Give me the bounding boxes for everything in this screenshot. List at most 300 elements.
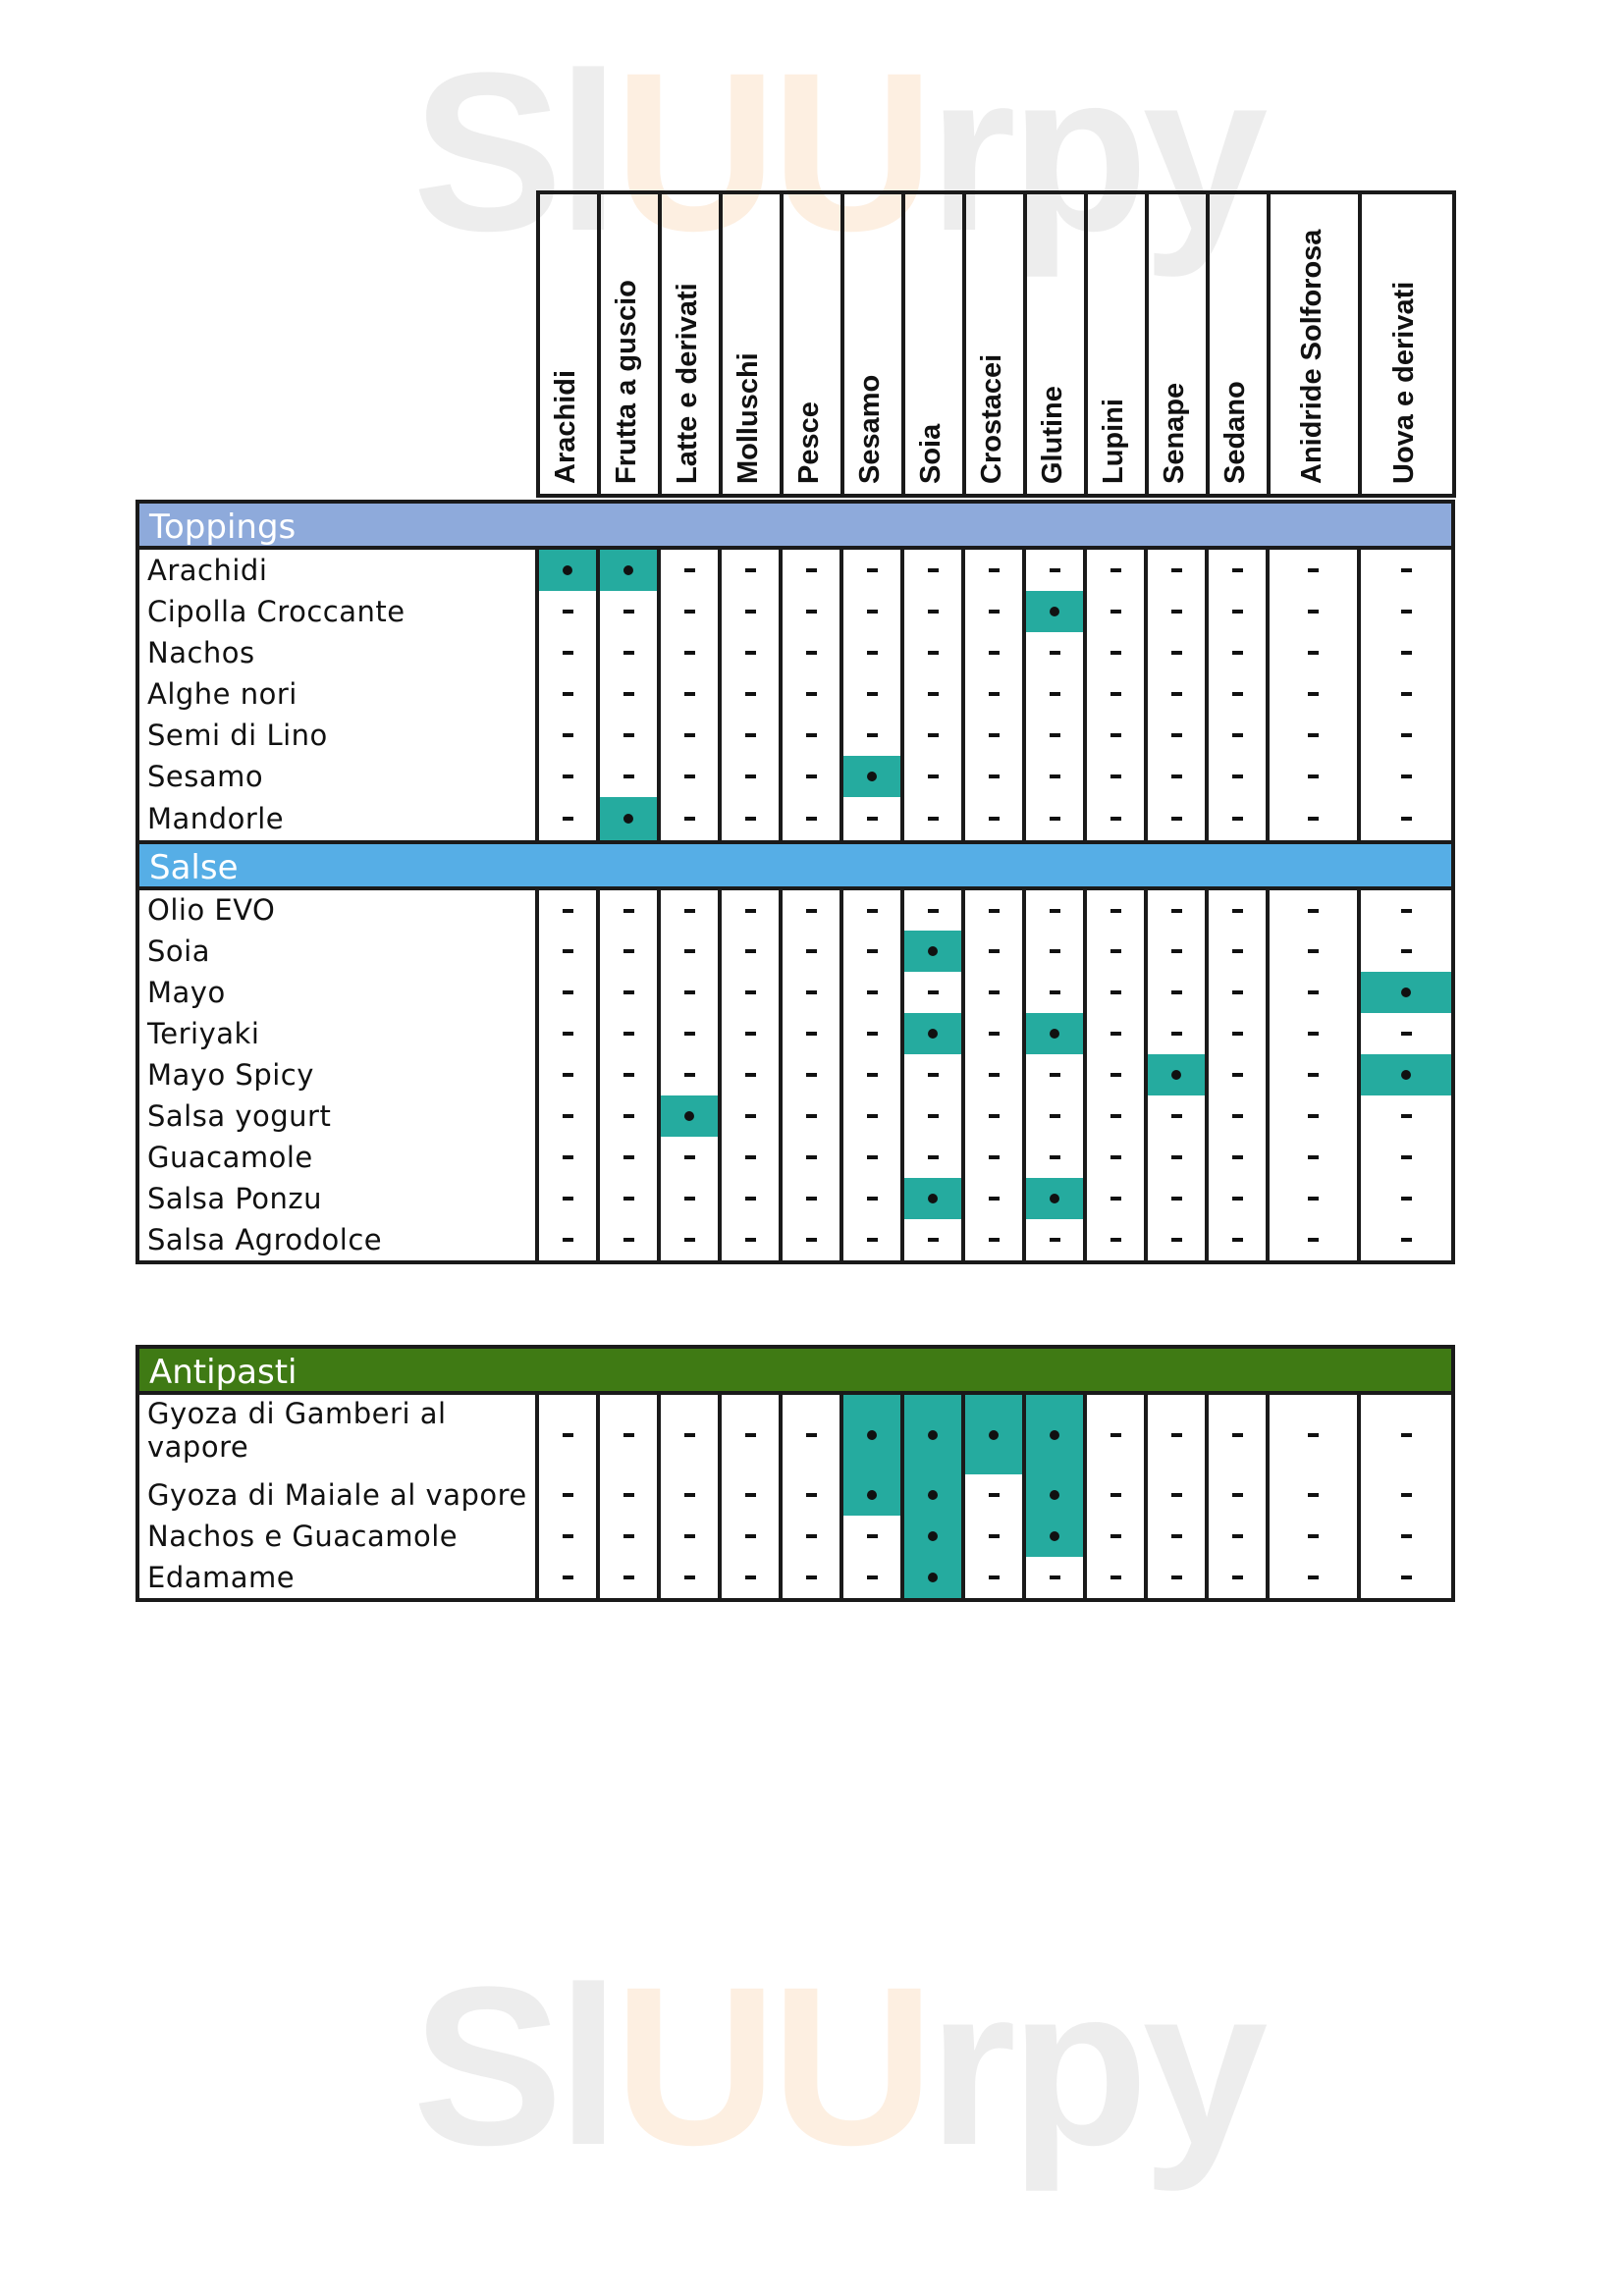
allergen-absent-cell [1270, 1178, 1357, 1219]
allergen-absent-cell [661, 1013, 718, 1054]
absent-dash-icon [623, 692, 634, 696]
allergen-absent-cell [722, 1395, 779, 1474]
dish-name: Arachidi [147, 554, 268, 587]
allergen-absent-cell [600, 972, 657, 1013]
allergen-label: Crostacei [976, 353, 1007, 484]
allergen-absent-cell [722, 1137, 779, 1178]
absent-dash-icon [1308, 1114, 1319, 1118]
absent-dash-icon [684, 733, 695, 737]
allergen-absent-cell [1209, 550, 1266, 591]
allergen-absent-cell [539, 1013, 596, 1054]
allergen-absent-cell [1270, 673, 1357, 715]
allergen-absent-cell [1026, 1219, 1083, 1260]
absent-dash-icon [1171, 1238, 1182, 1242]
present-dot-icon [989, 1430, 999, 1440]
absent-dash-icon [989, 1073, 1000, 1077]
allergen-absent-cell [539, 1095, 596, 1137]
allergen-absent-cell [783, 1178, 839, 1219]
present-dot-icon [1171, 1070, 1181, 1080]
absent-dash-icon [1401, 692, 1412, 696]
dish-name: Cipolla Croccante [147, 595, 406, 628]
allergen-present-cell [1026, 1516, 1083, 1557]
absent-dash-icon [1171, 1534, 1182, 1538]
allergen-present-cell [904, 1178, 961, 1219]
allergen-column-header [1210, 194, 1271, 494]
allergen-column [1148, 1395, 1209, 1598]
absent-dash-icon [623, 1032, 634, 1036]
allergen-absent-cell [965, 1095, 1022, 1137]
absent-dash-icon [684, 817, 695, 821]
absent-dash-icon [867, 1032, 878, 1036]
allergen-absent-cell [1087, 673, 1144, 715]
allergen-absent-cell [1026, 1557, 1083, 1598]
allergen-column [1209, 550, 1270, 840]
absent-dash-icon [1308, 1073, 1319, 1077]
absent-dash-icon [989, 1493, 1000, 1497]
allergen-present-cell [1026, 1178, 1083, 1219]
allergen-absent-cell [904, 1137, 961, 1178]
allergen-absent-cell [722, 931, 779, 972]
absent-dash-icon [684, 610, 695, 614]
allergen-absent-cell [539, 591, 596, 632]
absent-dash-icon [1401, 1238, 1412, 1242]
allergen-absent-cell [1361, 1557, 1451, 1598]
allergen-column-header [1027, 194, 1088, 494]
absent-dash-icon [806, 568, 817, 572]
absent-dash-icon [806, 1155, 817, 1159]
absent-dash-icon [563, 1493, 573, 1497]
allergen-absent-cell [1361, 673, 1451, 715]
allergen-present-cell [1361, 972, 1451, 1013]
absent-dash-icon [1401, 1114, 1412, 1118]
absent-dash-icon [1401, 610, 1412, 614]
absent-dash-icon [1232, 610, 1243, 614]
allergen-absent-cell [783, 972, 839, 1013]
absent-dash-icon [806, 1114, 817, 1118]
allergen-present-cell [843, 1395, 900, 1474]
absent-dash-icon [1232, 909, 1243, 913]
allergen-column [1209, 1395, 1270, 1598]
absent-dash-icon [1171, 1433, 1182, 1437]
allergen-absent-cell [1209, 715, 1266, 756]
allergen-absent-cell [1270, 1395, 1357, 1474]
dish-name: Salsa Agrodolce [147, 1223, 383, 1256]
allergen-label: Molluschi [732, 352, 764, 484]
absent-dash-icon [1232, 733, 1243, 737]
present-dot-icon [867, 1490, 877, 1500]
absent-dash-icon [563, 651, 573, 655]
absent-dash-icon [1050, 909, 1060, 913]
absent-dash-icon [684, 651, 695, 655]
allergen-absent-cell [904, 1095, 961, 1137]
allergen-label: Senape [1159, 382, 1190, 484]
absent-dash-icon [684, 1073, 695, 1077]
allergen-absent-cell [1148, 1137, 1205, 1178]
allergen-absent-cell [1209, 673, 1266, 715]
allergen-present-cell [843, 756, 900, 797]
allergen-absent-cell [783, 1219, 839, 1260]
allergen-absent-cell [600, 1516, 657, 1557]
section-salse [135, 840, 1455, 1264]
watermark-top: SlUUrpy [412, 26, 1263, 278]
absent-dash-icon [928, 568, 939, 572]
allergen-absent-cell [600, 931, 657, 972]
present-dot-icon [928, 1430, 938, 1440]
absent-dash-icon [1171, 909, 1182, 913]
absent-dash-icon [684, 1197, 695, 1201]
allergen-absent-cell [965, 890, 1022, 931]
present-dot-icon [684, 1111, 694, 1121]
absent-dash-icon [1232, 1197, 1243, 1201]
allergen-absent-cell [539, 756, 596, 797]
absent-dash-icon [1171, 1155, 1182, 1159]
absent-dash-icon [1050, 1114, 1060, 1118]
absent-dash-icon [1110, 1493, 1121, 1497]
absent-dash-icon [989, 692, 1000, 696]
absent-dash-icon [1401, 651, 1412, 655]
absent-dash-icon [806, 990, 817, 994]
absent-dash-icon [989, 1032, 1000, 1036]
allergen-absent-cell [904, 550, 961, 591]
absent-dash-icon [989, 949, 1000, 953]
allergen-absent-cell [600, 1557, 657, 1598]
allergen-absent-cell [904, 797, 961, 840]
allergen-absent-cell [1361, 632, 1451, 673]
allergen-absent-cell [1087, 797, 1144, 840]
absent-dash-icon [745, 1433, 756, 1437]
allergen-absent-cell [1209, 591, 1266, 632]
allergen-absent-cell [783, 715, 839, 756]
allergen-absent-cell [1270, 797, 1357, 840]
absent-dash-icon [563, 733, 573, 737]
dish-name: Soia [147, 934, 210, 968]
absent-dash-icon [623, 1155, 634, 1159]
absent-dash-icon [684, 568, 695, 572]
absent-dash-icon [623, 1493, 634, 1497]
allergen-column [904, 890, 965, 1260]
allergen-column-header [601, 194, 662, 494]
allergen-absent-cell [1148, 1178, 1205, 1219]
absent-dash-icon [623, 610, 634, 614]
dish-name: Alghe nori [147, 677, 298, 711]
allergen-absent-cell [783, 591, 839, 632]
absent-dash-icon [1232, 651, 1243, 655]
absent-dash-icon [1232, 817, 1243, 821]
allergen-absent-cell [661, 972, 718, 1013]
allergen-absent-cell [539, 972, 596, 1013]
allergen-present-cell [904, 931, 961, 972]
allergen-absent-cell [965, 1516, 1022, 1557]
allergen-label: Pesce [793, 401, 825, 484]
allergen-absent-cell [1148, 1395, 1205, 1474]
absent-dash-icon [1171, 733, 1182, 737]
allergen-absent-cell [539, 1474, 596, 1516]
absent-dash-icon [928, 909, 939, 913]
allergen-absent-cell [1026, 756, 1083, 797]
absent-dash-icon [989, 1238, 1000, 1242]
allergen-absent-cell [965, 673, 1022, 715]
allergen-absent-cell [1087, 1557, 1144, 1598]
absent-dash-icon [1050, 651, 1060, 655]
allergen-absent-cell [1361, 715, 1451, 756]
allergen-absent-cell [1270, 931, 1357, 972]
allergen-column [1361, 550, 1451, 840]
absent-dash-icon [867, 1197, 878, 1201]
absent-dash-icon [989, 1114, 1000, 1118]
absent-dash-icon [806, 1032, 817, 1036]
allergen-absent-cell [661, 756, 718, 797]
absent-dash-icon [867, 733, 878, 737]
absent-dash-icon [623, 990, 634, 994]
allergen-absent-cell [722, 1557, 779, 1598]
absent-dash-icon [806, 1493, 817, 1497]
absent-dash-icon [1232, 1238, 1243, 1242]
absent-dash-icon [928, 817, 939, 821]
absent-dash-icon [1171, 774, 1182, 778]
absent-dash-icon [745, 909, 756, 913]
allergen-column [1087, 1395, 1148, 1598]
allergen-absent-cell [1148, 931, 1205, 972]
absent-dash-icon [806, 909, 817, 913]
allergen-absent-cell [722, 550, 779, 591]
absent-dash-icon [1171, 610, 1182, 614]
allergen-absent-cell [1361, 1516, 1451, 1557]
allergen-absent-cell [1209, 1137, 1266, 1178]
allergen-absent-cell [783, 673, 839, 715]
present-dot-icon [928, 1029, 938, 1039]
absent-dash-icon [563, 1575, 573, 1579]
allergen-absent-cell [1270, 972, 1357, 1013]
allergen-label: Soia [915, 423, 947, 484]
allergen-absent-cell [783, 756, 839, 797]
allergen-absent-cell [539, 1516, 596, 1557]
allergen-absent-cell [843, 1013, 900, 1054]
allergen-absent-cell [1361, 1219, 1451, 1260]
absent-dash-icon [1401, 1197, 1412, 1201]
absent-dash-icon [1050, 568, 1060, 572]
absent-dash-icon [1308, 1534, 1319, 1538]
absent-dash-icon [623, 774, 634, 778]
absent-dash-icon [1308, 1433, 1319, 1437]
allergen-absent-cell [539, 1178, 596, 1219]
allergen-absent-cell [539, 632, 596, 673]
absent-dash-icon [1308, 990, 1319, 994]
allergen-absent-cell [1148, 1013, 1205, 1054]
allergen-absent-cell [1148, 550, 1205, 591]
allergen-absent-cell [600, 1054, 657, 1095]
allergen-absent-cell [783, 1095, 839, 1137]
allergen-absent-cell [1087, 972, 1144, 1013]
absent-dash-icon [684, 949, 695, 953]
allergen-absent-cell [661, 1395, 718, 1474]
allergen-column [722, 890, 783, 1260]
absent-dash-icon [623, 909, 634, 913]
allergen-absent-cell [600, 1395, 657, 1474]
absent-dash-icon [928, 1073, 939, 1077]
absent-dash-icon [1110, 651, 1121, 655]
absent-dash-icon [806, 1073, 817, 1077]
allergen-absent-cell [1148, 1095, 1205, 1137]
absent-dash-icon [1232, 1575, 1243, 1579]
allergen-column [1087, 550, 1148, 840]
present-dot-icon [1050, 1029, 1059, 1039]
allergen-absent-cell [843, 1178, 900, 1219]
absent-dash-icon [1110, 774, 1121, 778]
allergen-absent-cell [1026, 1095, 1083, 1137]
absent-dash-icon [1110, 949, 1121, 953]
allergen-absent-cell [965, 1013, 1022, 1054]
allergen-absent-cell [600, 1178, 657, 1219]
absent-dash-icon [1232, 568, 1243, 572]
allergen-absent-cell [661, 673, 718, 715]
absent-dash-icon [1232, 1073, 1243, 1077]
absent-dash-icon [1401, 774, 1412, 778]
allergen-present-cell [1026, 1474, 1083, 1516]
allergen-absent-cell [965, 1557, 1022, 1598]
allergen-column [904, 550, 965, 840]
allergen-absent-cell [965, 591, 1022, 632]
absent-dash-icon [989, 568, 1000, 572]
absent-dash-icon [623, 1114, 634, 1118]
absent-dash-icon [928, 990, 939, 994]
allergen-absent-cell [722, 1178, 779, 1219]
allergen-absent-cell [1087, 1474, 1144, 1516]
absent-dash-icon [745, 774, 756, 778]
allergen-absent-cell [843, 972, 900, 1013]
allergen-absent-cell [1087, 632, 1144, 673]
allergen-absent-cell [661, 1054, 718, 1095]
allergen-absent-cell [600, 1095, 657, 1137]
allergen-column [1148, 550, 1209, 840]
allergen-absent-cell [1209, 890, 1266, 931]
absent-dash-icon [1308, 909, 1319, 913]
allergen-present-cell [661, 1095, 718, 1137]
absent-dash-icon [1110, 610, 1121, 614]
absent-dash-icon [684, 1433, 695, 1437]
allergen-absent-cell [661, 632, 718, 673]
absent-dash-icon [745, 733, 756, 737]
allergen-absent-cell [965, 931, 1022, 972]
absent-dash-icon [1171, 692, 1182, 696]
allergen-column [965, 1395, 1026, 1598]
allergen-absent-cell [843, 1054, 900, 1095]
present-dot-icon [563, 565, 572, 575]
absent-dash-icon [1050, 1575, 1060, 1579]
absent-dash-icon [1110, 1032, 1121, 1036]
allergen-absent-cell [1148, 1557, 1205, 1598]
absent-dash-icon [684, 1575, 695, 1579]
allergen-absent-cell [1270, 890, 1357, 931]
allergen-absent-cell [1209, 931, 1266, 972]
allergen-absent-cell [539, 673, 596, 715]
absent-dash-icon [623, 1433, 634, 1437]
allergen-absent-cell [539, 715, 596, 756]
allergen-absent-cell [722, 1516, 779, 1557]
allergen-absent-cell [1361, 797, 1451, 840]
allergen-absent-cell [843, 591, 900, 632]
allergen-absent-cell [843, 550, 900, 591]
absent-dash-icon [867, 990, 878, 994]
allergen-column [661, 890, 722, 1260]
absent-dash-icon [684, 1238, 695, 1242]
present-dot-icon [1050, 1194, 1059, 1203]
allergen-absent-cell [904, 715, 961, 756]
allergen-absent-cell [661, 1557, 718, 1598]
absent-dash-icon [745, 1155, 756, 1159]
allergen-absent-cell [783, 1516, 839, 1557]
allergen-present-cell [904, 1395, 961, 1474]
allergen-absent-cell [1270, 1474, 1357, 1516]
section-toppings [135, 500, 1455, 844]
allergen-absent-cell [843, 931, 900, 972]
absent-dash-icon [928, 733, 939, 737]
absent-dash-icon [1308, 568, 1319, 572]
allergen-absent-cell [783, 1474, 839, 1516]
absent-dash-icon [1171, 817, 1182, 821]
allergen-absent-cell [1209, 1095, 1266, 1137]
absent-dash-icon [989, 1155, 1000, 1159]
allergen-absent-cell [1209, 632, 1266, 673]
absent-dash-icon [745, 1032, 756, 1036]
absent-dash-icon [623, 1534, 634, 1538]
allergen-column-header [540, 194, 601, 494]
allergen-absent-cell [539, 1557, 596, 1598]
allergen-absent-cell [1270, 1013, 1357, 1054]
absent-dash-icon [1308, 1238, 1319, 1242]
absent-dash-icon [745, 1493, 756, 1497]
dish-name: Gyoza di Maiale al vapore [147, 1478, 527, 1512]
absent-dash-icon [745, 1114, 756, 1118]
dish-name: Olio EVO [147, 893, 276, 927]
absent-dash-icon [867, 1534, 878, 1538]
allergen-label: Uova e derivati [1388, 281, 1420, 484]
allergen-present-cell [1026, 1395, 1083, 1474]
allergen-absent-cell [1087, 1137, 1144, 1178]
dish-name: Salsa yogurt [147, 1099, 332, 1133]
allergen-absent-cell [1270, 1557, 1357, 1598]
allergen-absent-cell [722, 715, 779, 756]
absent-dash-icon [563, 1114, 573, 1118]
present-dot-icon [623, 814, 633, 824]
absent-dash-icon [1232, 1534, 1243, 1538]
allergen-absent-cell [843, 1219, 900, 1260]
allergen-absent-cell [1270, 1137, 1357, 1178]
allergen-column [1361, 890, 1451, 1260]
allergen-absent-cell [843, 1137, 900, 1178]
absent-dash-icon [806, 610, 817, 614]
absent-dash-icon [867, 1114, 878, 1118]
absent-dash-icon [623, 949, 634, 953]
allergen-absent-cell [600, 1013, 657, 1054]
absent-dash-icon [867, 1238, 878, 1242]
allergen-absent-cell [1361, 931, 1451, 972]
allergen-column-header [1149, 194, 1210, 494]
allergen-absent-cell [539, 1054, 596, 1095]
absent-dash-icon [1308, 774, 1319, 778]
present-dot-icon [1050, 1430, 1059, 1440]
allergen-absent-cell [1361, 890, 1451, 931]
absent-dash-icon [1110, 1114, 1121, 1118]
allergen-absent-cell [1087, 550, 1144, 591]
allergen-absent-cell [1148, 1516, 1205, 1557]
allergen-column [600, 1395, 661, 1598]
allergen-absent-cell [539, 1219, 596, 1260]
allergen-absent-cell [965, 1137, 1022, 1178]
allergen-absent-cell [1270, 1054, 1357, 1095]
dish-name: Mayo Spicy [147, 1058, 314, 1092]
absent-dash-icon [1110, 733, 1121, 737]
allergen-absent-cell [965, 1054, 1022, 1095]
